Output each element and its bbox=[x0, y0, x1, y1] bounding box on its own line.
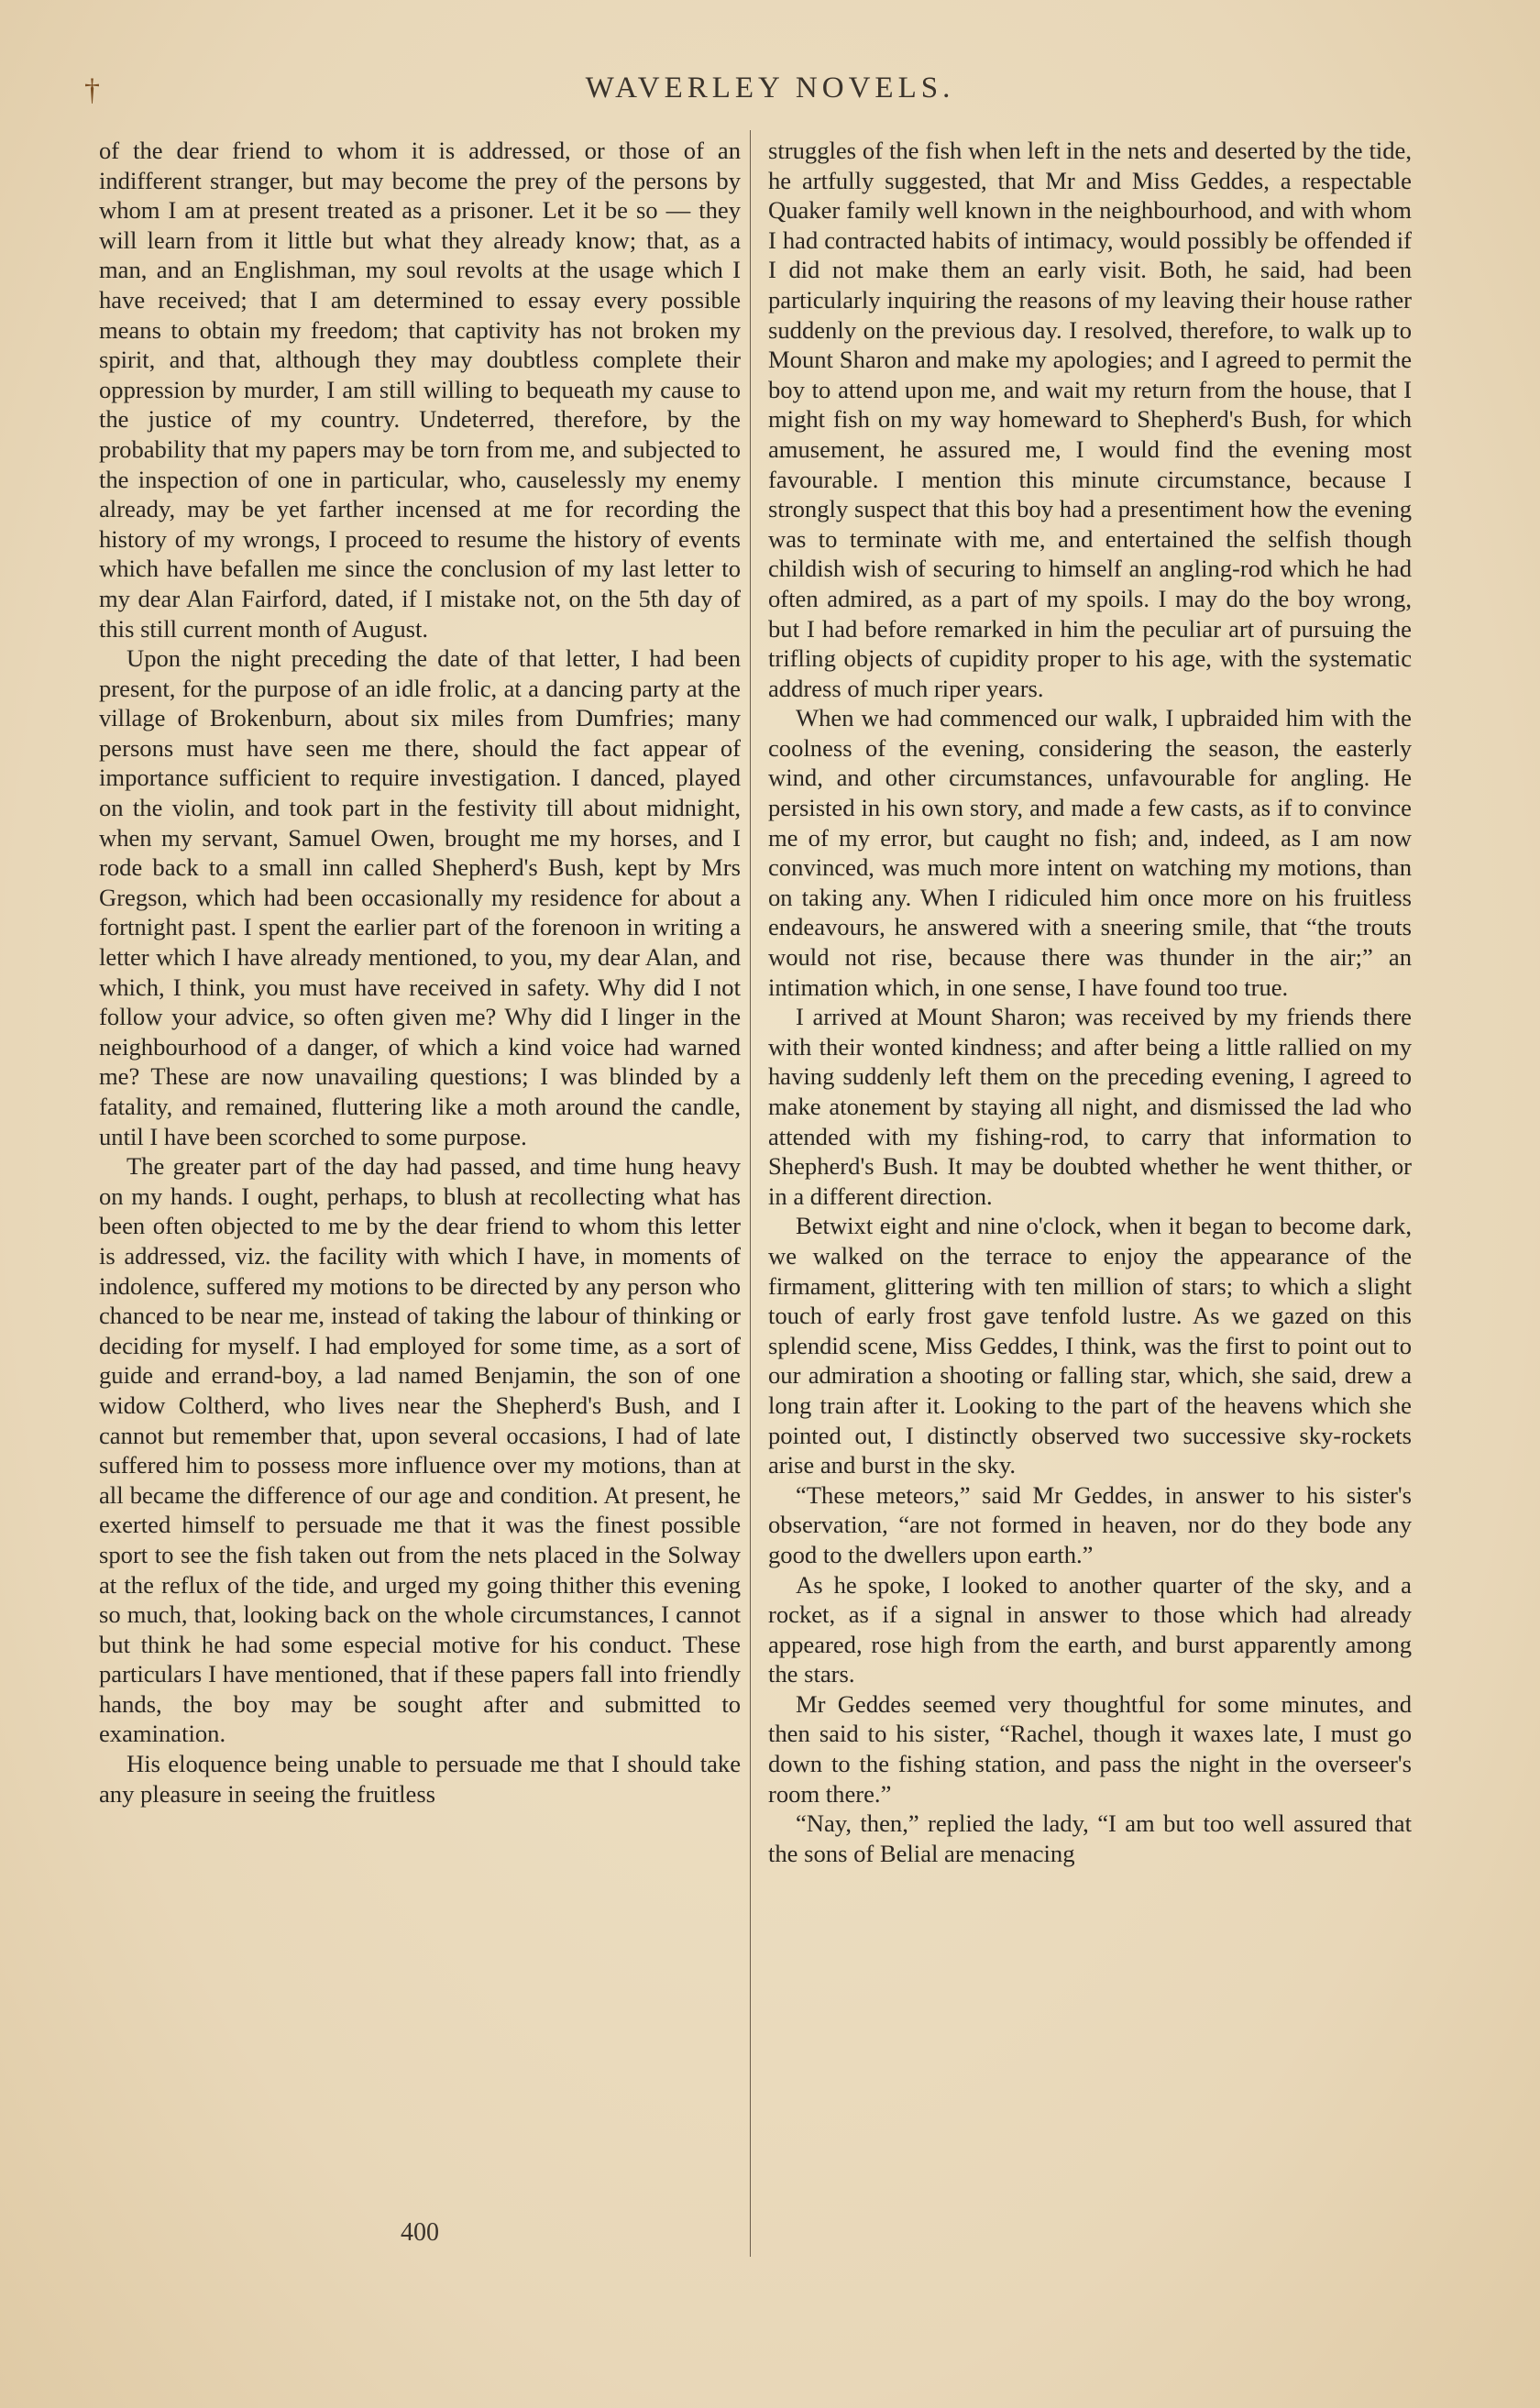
paragraph: Upon the night preceding the date of that letter, I had been present, for the purpose of an idle frolic, at a dancing party at the village of Brokenburn, about six miles from Dumfries; many persons must have seen me there, should the fact appear of importance sufficient to require investigation. I danced, played on the violin, and took part in the festivity till about midnight, when my servant, Samuel Owen, brought me my horses, and I rode back to a small inn called Shepherd's Bush, kept by Mrs Gregson, which had been occasionally my residence for about a fortnight past. I spent the earlier part of the forenoon in writing a letter which I have already mentioned, to you, my dear Alan, and which, I think, you must have received in safety. Why did I not follow your advice, so often given me? Why did I linger in the neighbourhood of a danger, of which a kind voice had warned me? These are now unavailing questions; I was blinded by a fatality, and remained, fluttering like a moth around the candle, until I have been scorched to some purpose. bbox=[99, 644, 741, 1150]
column-divider bbox=[750, 130, 751, 2257]
paragraph: I arrived at Mount Sharon; was received by my friends there with their wonted kindness; and after being a little rallied on my having suddenly left them on the preceding evening, I agreed to make atonement by staying all night, and dismissed the lad who attended with my fishing-rod, to carry that information to Shepherd's Bush. It may be doubted whether he went thither, or in a different direction. bbox=[768, 1003, 1412, 1210]
paragraph: His eloquence being unable to persuade me that I should take any pleasure in seeing the fruitless bbox=[99, 1750, 741, 1808]
paragraph: Betwixt eight and nine o'clock, when it began to become dark, we walked on the terrace to enjoy the appearance of the firmament, glittering with ten million of stars; to which a slight touch of early frost gave tenfold lustre. As we gazed on this splendid scene, Miss Geddes, I think, was the first to point out to our admiration a shooting or falling star, which, she said, drew a long train after it. Looking to the part of the heavens which she pointed out, I distinctly observed two successive sky-rockets arise and burst in the sky. bbox=[768, 1212, 1412, 1479]
page-number: 400 bbox=[401, 2218, 439, 2247]
paragraph: As he spoke, I looked to another quarter of the sky, and a rocket, as if a signal in answer to those which had already appeared, rose high from the earth, and burst apparently among the stars. bbox=[768, 1570, 1412, 1688]
left-column bbox=[99, 136, 741, 1809]
running-head: WAVERLEY NOVELS. bbox=[585, 71, 955, 104]
paragraph: of the dear friend to whom it is addressed, or those of an indifferent stranger, but may become the prey of the persons by whom I am at present treated as a prisoner. Let it be so — they will learn from it little but what they already know; that, as a man, and an Englishman, my soul revolts at the usage which I have received; that I am determined to essay every possible means to obtain my freedom; that captivity has not broken my spirit, and that, although they may doubtless complete their oppression by murder, I am still willing to bequeath my cause to the justice of my country. Undeterred, therefore, by the probability that my papers may be torn from me, and subjected to the inspection of one in particular, who, causelessly my enemy already, may be yet farther incensed at me for recording the history of my wrongs, I proceed to resume the history of events which have befallen me since the conclusion of my last letter to my dear Alan Fairford, dated, if I mistake not, on the 5th day of this still current month of August. bbox=[99, 137, 741, 643]
paragraph: “These meteors,” said Mr Geddes, in answer to his sister's observation, “are not formed in heaven, nor do they bode any good to the dwellers upon earth.” bbox=[768, 1480, 1412, 1568]
paragraph: struggles of the fish when left in the nets and deserted by the tide, he artfully suggested, that Mr and Miss Geddes, a respectable Quaker family well known in the neighbourhood, and with whom I had contracted habits of intimacy, would possibly be offended if I did not make them an early visit. Both, he said, had been particularly inquiring the reasons of my leaving their house rather suddenly on the previous day. I resolved, therefore, to walk up to Mount Sharon and make my apologies; and I agreed to permit the boy to attend upon me, and wait my return from the house, that I might fish on my way homeward to Shepherd's Bush, for which amusement, he assured me, I would find the evening most favourable. I mention this minute circumstance, because I strongly suspect that this boy had a presentiment how the evening was to terminate with me, and entertained the selfish though childish wish of securing to himself an angling-rod which he had often admired, as a part of my spoils. I may do the boy wrong, but I had before remarked in him the peculiar art of pursuing the trifling objects of cupidity proper to his age, with the systematic address of much riper years. bbox=[768, 137, 1412, 702]
paragraph: “Nay, then,” replied the lady, “I am but too well assured that the sons of Belial are menacing bbox=[768, 1809, 1412, 1867]
ink-blot-decoration: † bbox=[84, 73, 100, 107]
paragraph: The greater part of the day had passed, and time hung heavy on my hands. I ought, perhaps, to blush at recollecting what has been often objected to me by the dear friend to whom this letter is addressed, viz. the facility with which I have, in moments of indolence, suffered my motions to be directed by any person who chanced to be near me, instead of taking the labour of thinking or deciding for myself. I had employed for some time, as a sort of guide and errand-boy, a lad named Benjamin, the son of one widow Coltherd, who lives near the Shepherd's Bush, and I cannot but remember that, upon several occasions, I had of late suffered him to possess more influence over my motions, than at all became the difference of our age and condition. At present, he exerted himself to persuade me that it was the finest possible sport to see the fish taken out from the nets placed in the Solway at the reflux of the tide, and urged my going thither this evening so much, that, looking back on the whole circumstances, I cannot but think he had some especial motive for his conduct. These particulars I have mentioned, that if these papers fall into friendly hands, the boy may be sought after and submitted to examination. bbox=[99, 1152, 741, 1748]
paragraph: Mr Geddes seemed very thoughtful for some minutes, and then said to his sister, “Rachel, though it waxes late, I must go down to the fishing station, and pass the night in the overseer's room there.” bbox=[768, 1689, 1412, 1808]
paragraph: When we had commenced our walk, I upbraided him with the coolness of the evening, considering the season, the easterly wind, and other circumstances, unfavourable for angling. He persisted in his own story, and made a few casts, as if to convince me of my error, but caught no fish; and, indeed, as I am now convinced, was much more intent on watching my motions, than on taking any. When I ridiculed him once more on his fruitless endeavours, he answered with a sneering smile, that “the trouts would not rise, because there was thunder in the air;” an intimation which, in one sense, I have found too true. bbox=[768, 704, 1412, 1001]
right-column bbox=[768, 136, 1412, 1868]
